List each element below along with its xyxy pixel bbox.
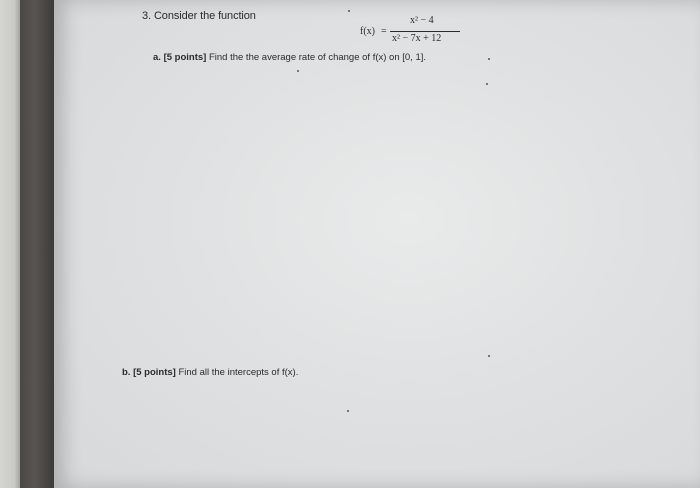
paper-speck [488,58,490,60]
part-b-label: b. [122,367,131,378]
paper-speck [347,410,349,412]
question-3-header [142,10,256,22]
binder-spine [20,0,56,488]
paper-speck [297,70,299,72]
part-a-text: Find the the average rate of change of f(x) on [0, 1]. [208,52,427,63]
formula-numerator: x² − 4 [410,15,434,26]
formula-equals: = [381,26,387,37]
part-a-points: [5 points] [163,52,207,63]
paper-speck [488,355,490,357]
part-b-points: [5 points] [133,367,176,378]
part-a-question [153,52,426,63]
formula-denominator: x² − 7x + 12 [392,33,442,44]
part-b-question [122,367,298,378]
question-prompt: Consider the function [153,10,256,22]
part-b-text: Find all the intercepts of f(x). [178,367,299,378]
worksheet-page [54,0,700,488]
question-number: 3. [142,10,151,22]
formula-lhs: f(x) [360,26,375,37]
paper-speck [348,10,350,12]
paper-speck [486,83,488,85]
part-a-label: a. [153,52,161,63]
fraction-bar [390,31,460,32]
